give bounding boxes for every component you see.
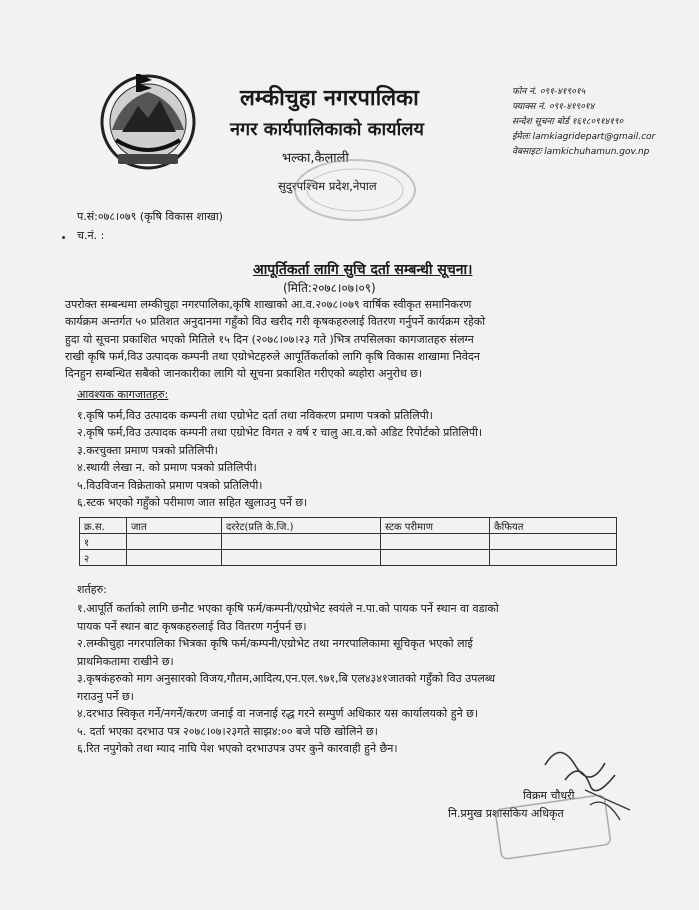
table-cell (222, 534, 381, 550)
column-header: कैफियत (490, 518, 617, 534)
signer-title: नि.प्रमुख प्रशासकिय अधिकृत (448, 807, 564, 820)
body-line: हुदा यो सूचना प्रकाशित भएको मितिले १५ दिन (२०७८।०७।२३ गते )भित्र तपसिलका कागजातहरु संलग्न (65, 332, 474, 346)
column-header: क्र.स. (80, 518, 127, 534)
notice-board-number: सन्देश सूचना बोर्ड १६१८०९१४१९० (512, 117, 624, 127)
column-header: स्टक परीमाण (381, 518, 490, 534)
body-line: उपरोक्त सम्बन्धमा लम्कीचुहा नगरपालिका,कृषि शाखाको आ.व.२०७८।०७९ वार्षिक स्वीकृत समानिकरण (65, 298, 472, 311)
office-province: सुदुरपश्चिम प्रदेश,नेपाल (278, 179, 377, 193)
list-item: १.कृषि फर्म,विउ उत्पादक कम्पनी तथा एग्रोभेट दर्ता तथा नविकरण प्रमाण पत्रको प्रतिलिपी। (77, 409, 433, 422)
list-item: ५.विउविजन विक्रेताको प्रमाण पत्रको प्रतिलिपी। (77, 478, 263, 492)
table-row (80, 534, 617, 550)
fax-number: फ्याक्स नं. ०९१-४१९०१४ (512, 102, 595, 112)
table-cell (222, 550, 381, 566)
list-item: २.लम्कीचुहा नगरपालिका भित्रका कृषि फर्म/कम्पनी/एग्रोभेट तथा नगरपालिकामा सूचिकृत भएको लाई (77, 637, 473, 650)
notice-title: आपूर्तिकर्ता लागि सुचि दर्ता सम्बन्धी सूचना। (253, 262, 473, 278)
list-item: १.आपूर्ति कर्ताको लागि छनौट भएका कृषि फर्म/कम्पनी/एग्रोभेट स्वयंले न.पा.को पायक पर्ने स्थान वा वडाको (77, 602, 499, 615)
table-cell (490, 550, 617, 566)
column-header: जात (127, 518, 222, 534)
signer-stamp (470, 790, 620, 860)
email-address: ईमेलः lamkiagridepart@gmail.cor (512, 132, 656, 142)
office-name: नगर कार्यपालिकाको कार्यालय (230, 119, 424, 140)
table-cell: २ (80, 550, 127, 566)
list-item: २.कृषि फर्म,विउ उत्पादक कम्पनी तथा एग्रोभेट विगत २ वर्ष र चालु आ.व.को अडिट रिपोर्टको प्रतिलिपी। (77, 426, 483, 440)
stock-table (79, 517, 617, 566)
table-cell (127, 550, 222, 566)
notice-date: (मिति:२०७८।०७।०९) (283, 281, 376, 295)
website-address: वेबसाइटः lamkichuhamun.gov.np (512, 147, 650, 157)
table-cell (127, 534, 222, 550)
body-line: दिनहुन सम्बन्धित सबैको जानकारीका लागि यो सूचना प्रकाशित गरीएको ब्यहोरा अनुरोध छ। (65, 367, 423, 381)
list-item: ३.कृषकंहरुको माग अनुसारको विजय,गौतम,आदित्य,एन.एल.९७१,बि एल४३४१जातको गहुँको विउ उपलब्ध (77, 672, 496, 685)
municipality-name: लम्कीचुहा नगरपालिका (240, 86, 419, 111)
list-item: पायक पर्ने स्थान बाट कृषकहरुलाई विउ वितरण गर्नुपर्न छ। (77, 619, 307, 633)
table-cell (381, 550, 490, 566)
table-header-row (80, 518, 617, 534)
list-item: ६.स्टक भएको गहुँको परीमाण जात सहित खुलाउनु पर्ने छ। (77, 496, 308, 510)
body-line: कार्यक्रम अन्तर्गत ५० प्रतिशत अनुदानमा गहुँको विउ खरीद गरी कृषकहरुलाई वितरण गर्नुपर्ने कार्यक्रम रहेको (65, 315, 486, 329)
notice-body (65, 296, 630, 382)
table-cell: १ (80, 534, 127, 550)
phone-number: फोन नं. ०९१-४१९०१५ (512, 87, 586, 97)
list-item: ४.स्थायी लेखा न. को प्रमाण पत्रको प्रतिलिपी। (77, 461, 257, 475)
list-item: ६.रित नपुगेको तथा म्याद नाघि पेश भएको दरभाउपत्र उपर कुने कारवाही हुने छैन। (77, 742, 398, 755)
table-cell (381, 534, 490, 550)
office-location: भल्का,कैलाली (282, 151, 349, 166)
documents-list (77, 407, 482, 511)
body-line: राखी कृषि फर्म,विउ उत्पादक कम्पनी तथा एग्रोभेटहरुले आपूर्तिकर्ताको लागि कृषि विकास शाखामा निवेदन (65, 349, 480, 363)
table-row (80, 550, 617, 566)
terms-heading: शर्तहरु: (77, 583, 107, 596)
nepal-emblem-logo (92, 70, 204, 172)
documents-heading: आवश्यक कागजातहरु: (77, 388, 169, 401)
letter-number: प.सं:०७८।०७९ (कृषि विकास शाखा) (77, 210, 223, 223)
terms-list (77, 600, 499, 758)
contact-block (512, 85, 655, 160)
office-stamp (290, 155, 420, 225)
column-header: दररेट(प्रति के.जि.) (222, 518, 381, 534)
signer-name: विक्रम चौधरी (523, 789, 575, 802)
list-item: ४.दरभाउ स्विकृत गर्ने/नगर्ने/करण जनाई वा नजनाई रद्ध गरने सम्पुर्ण अधिकार यस कार्यालयको हुने छ। (77, 707, 479, 720)
margin-dot (62, 236, 65, 239)
list-item: प्राथमिकतामा राखीने छ। (77, 654, 174, 668)
list-item: ३.करचुक्ता प्रमाण पत्रको प्रतिलिपी। (77, 443, 218, 457)
table-cell (490, 534, 617, 550)
list-item: गराउनु पर्ने छ। (77, 689, 134, 703)
list-item: ५. दर्ता भएका दरभाउ पत्र २०७८।०७।२३गते साझ४:०० बजे पछि खोलिने छ। (77, 724, 378, 738)
dispatch-number: च.नं. : (77, 229, 105, 242)
